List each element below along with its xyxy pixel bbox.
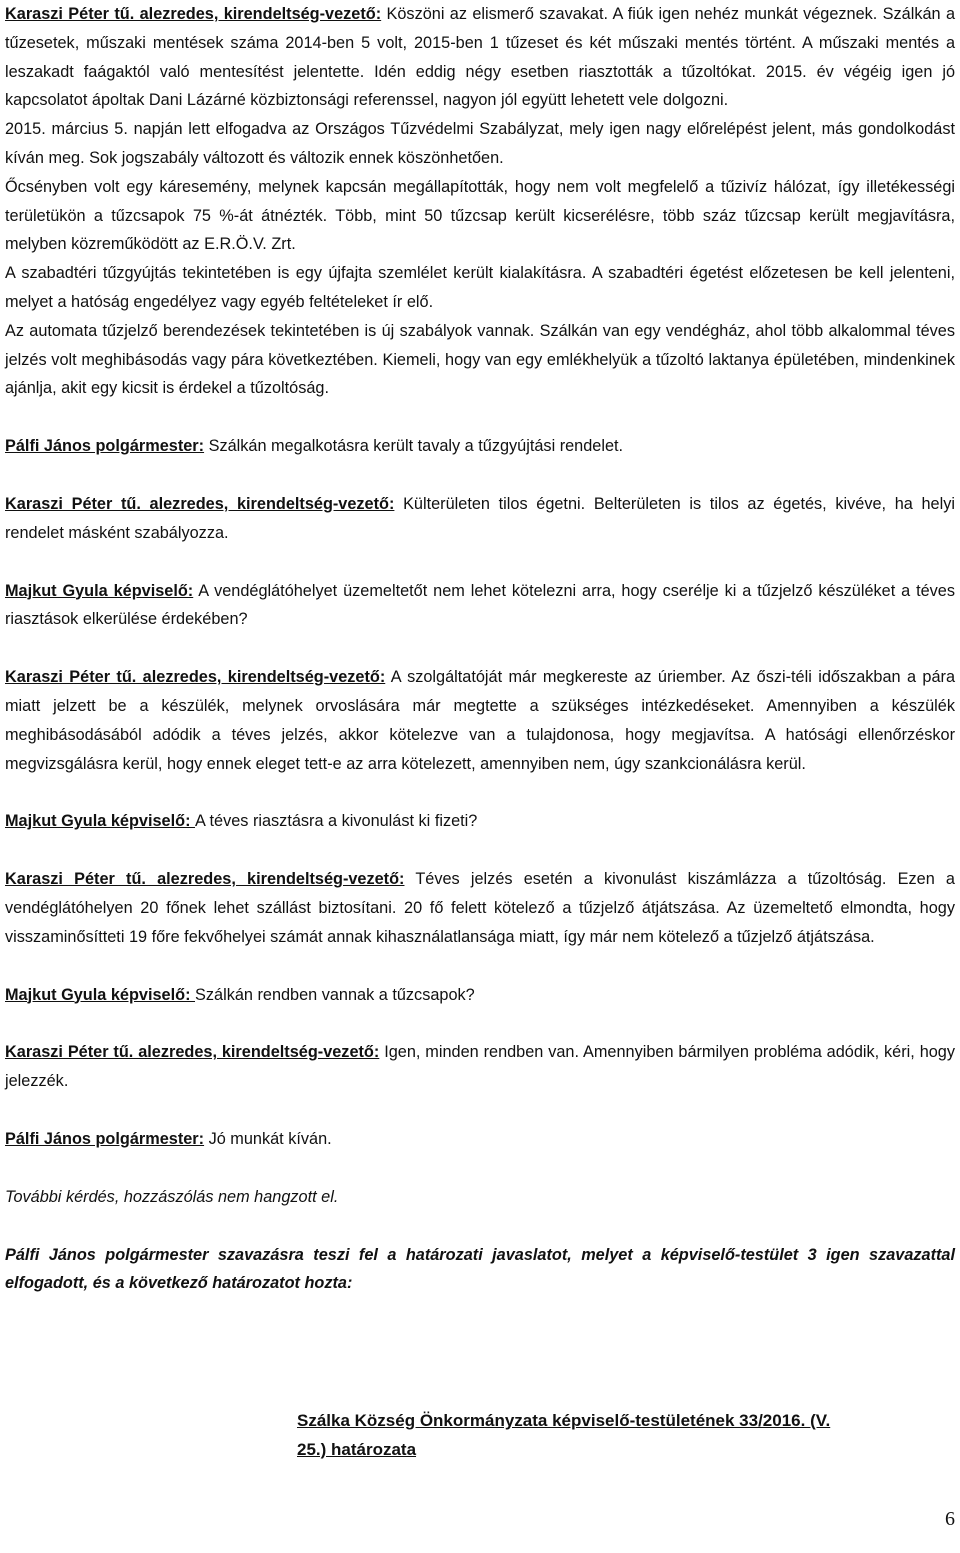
paragraph-spacer <box>5 1154 955 1183</box>
paragraph-text: A vendéglátóhelyet üzemeltetőt nem lehet kötelezni arra, hogy cserélje ki a tűzjelző készüléket a téves riasztások elkerülése érdekében? <box>5 581 955 629</box>
speaker-name: Majkut Gyula képviselő: <box>5 581 194 600</box>
paragraph-text: Jó munkát kíván. <box>204 1129 332 1148</box>
document-body <box>5 0 955 1298</box>
paragraph-text: Az automata tűzjelző berendezések tekintetében is új szabályok vannak. Szálkán van egy vendégház, ahol több alkalommal téves jelzés volt meghibásodás vagy pára következtében. Kiemeli, hogy van egy emlékhelyük a tűzoltó laktanya épületében, mindenkinek ajánlja, akit egy kicsit is érdekel a tűzoltóság. <box>5 321 955 398</box>
paragraph-karaszi-5 <box>5 1038 955 1096</box>
paragraph-palfi-1 <box>5 432 955 461</box>
paragraph-text: A téves riasztásra a kivonulást ki fizeti? <box>195 812 478 831</box>
paragraph-outdoor-burning <box>5 259 955 317</box>
paragraph-spacer <box>5 548 955 577</box>
speaker-name: Karaszi Péter tű. alezredes, kirendeltség-vezető: <box>5 1043 380 1062</box>
speaker-name: Karaszi Péter tű. alezredes, kirendeltség-vezető: <box>5 5 382 23</box>
paragraph-karaszi-3 <box>5 663 955 778</box>
paragraph-text: Őcsényben volt egy káresemény, melynek kapcsán megállapították, hogy nem volt megfelelő a tűzivíz hálózat, így illetékességi területükön a tűzcsapok 75 %-át átnézték. Több, mint 50 tűzcsap került kicserélésre, több száz tűzcsap került megjavításra, melyben közreműködött az E.R.Ö.V. Zrt. <box>5 177 955 254</box>
paragraph-text: 2015. március 5. napján lett elfogadva az Országos Tűzvédelmi Szabályzat, mely igen nagy előrelépést jelent, más gondolkodást kíván meg. Sok jogszabály változott és változik ennek köszönhetően. <box>5 120 955 167</box>
paragraph-text: Szálkán rendben vannak a tűzcsapok? <box>195 985 475 1004</box>
paragraph-fire-code <box>5 115 955 173</box>
resolution-title-line1: Szálka Község Önkormányzata képviselő-testületének 33/2016. (V. <box>297 1411 831 1430</box>
paragraph-text: Igen, minden rendben van. Amennyiben bármilyen probléma adódik, kéri, hogy jelezzék. <box>5 1043 955 1091</box>
page-number: 6 <box>945 1508 955 1530</box>
paragraph-spacer <box>5 403 955 432</box>
paragraph-fire-alarms <box>5 317 955 403</box>
closing-note: További kérdés, hozzászólás nem hangzott el. <box>5 1187 339 1206</box>
resolution-title <box>297 1407 957 1465</box>
paragraph-majkut-1 <box>5 577 955 635</box>
paragraph-karaszi-2 <box>5 490 955 548</box>
paragraph-spacer <box>5 461 955 490</box>
speaker-name: Karaszi Péter tű. alezredes, kirendeltség-vezető: <box>5 870 405 889</box>
speaker-name: Pálfi János polgármester: <box>5 437 205 456</box>
speaker-name: Majkut Gyula képviselő: <box>5 985 196 1004</box>
paragraph-text: A szabadtéri tűzgyújtás tekintetében is egy újfajta szemlélet került kialakításra. A szabadtéri égetést előzetesen be kell jelenteni, melyet a hatóság engedélyez vagy egyéb feltételeket ír elő. <box>5 264 955 311</box>
paragraph-text: Téves jelzés esetén a kivonulást kiszámlázza a tűzoltóság. Ezen a vendéglátóhelyen 20 főnek lehet szállást biztosítani. 20 fő felett kötelező a tűzjelző átjátszása. Az üzemeltető elmondta, hogy visszaminősítteti 19 főre fekvőhelyei számát annak kihasználatlansága miatt, így már nem kötelező a tűzjelző átjátszása. <box>5 870 955 946</box>
paragraph-karaszi-1 <box>5 0 955 115</box>
paragraph-text: Külterületen tilos égetni. Belterületen is tilos az égetés, kivéve, ha helyi rendelet másként szabályozza. <box>5 494 955 542</box>
paragraph-majkut-3 <box>5 981 955 1010</box>
speaker-name: Karaszi Péter tű. alezredes, kirendeltség-vezető: <box>5 668 386 687</box>
paragraph-spacer <box>5 1212 955 1241</box>
paragraph-karaszi-4 <box>5 865 955 951</box>
paragraph-spacer <box>5 952 955 981</box>
paragraph-spacer <box>5 1096 955 1125</box>
paragraph-text: Köszöni az elismerő szavakat. A fiúk igen nehéz munkát végeznek. Szálkán a tűzesetek, műszaki mentések száma 2014-ben 5 volt, 2015-ben 1 tűzeset és két műszaki mentés történt. A műszaki mentés a leszakadt faágaktól való mentesítést jelentette. Idén eddig négy esetben riasztották a tűzoltókat. 2015. év végéig igen jó kapcsolatot ápoltak Dani Lázárné közbiztonsági referenssel, nagyon jól együtt lehetett vele dolgozni. <box>5 5 956 110</box>
paragraph-text: A szolgáltatóját már megkereste az úriember. Az őszi-téli időszakban a pára miatt jelzett be a készülék, melynek orvoslására már megtette a szükséges intézkedéseket. Amennyiben a készülék meghibásodásából adódik a téves jelzés, akkor kötelezve van a tulajdonosa, hogy megjavítsa. A hatósági ellenőrzéskor megvizsgálásra kerül, hogy ennek eleget tett-e az arra kötelezett, amennyiben nem, úgy szankcionálásra kerül. <box>5 668 955 773</box>
paragraph-spacer <box>5 778 955 807</box>
paragraph-hydrants <box>5 173 955 259</box>
resolution-title-line2: 25.) határozata <box>297 1439 417 1459</box>
paragraph-palfi-2 <box>5 1125 955 1154</box>
paragraph-text: Szálkán megalkotásra került tavaly a tűzgyújtási rendelet. <box>204 437 624 456</box>
paragraph-spacer <box>5 634 955 663</box>
paragraph-spacer <box>5 836 955 865</box>
speaker-name: Karaszi Péter tű. alezredes, kirendeltség-vezető: <box>5 494 395 513</box>
speaker-name: Majkut Gyula képviselő: <box>5 812 196 831</box>
paragraph-majkut-2 <box>5 807 955 836</box>
paragraph-spacer <box>5 1009 955 1038</box>
vote-statement: Pálfi János polgármester szavazásra teszi fel a határozati javaslatot, melyet a képviselő-testület 3 igen szavazattal elfogadott, és a következő határozatot hozta: <box>5 1245 955 1293</box>
speaker-name: Pálfi János polgármester: <box>5 1129 205 1148</box>
